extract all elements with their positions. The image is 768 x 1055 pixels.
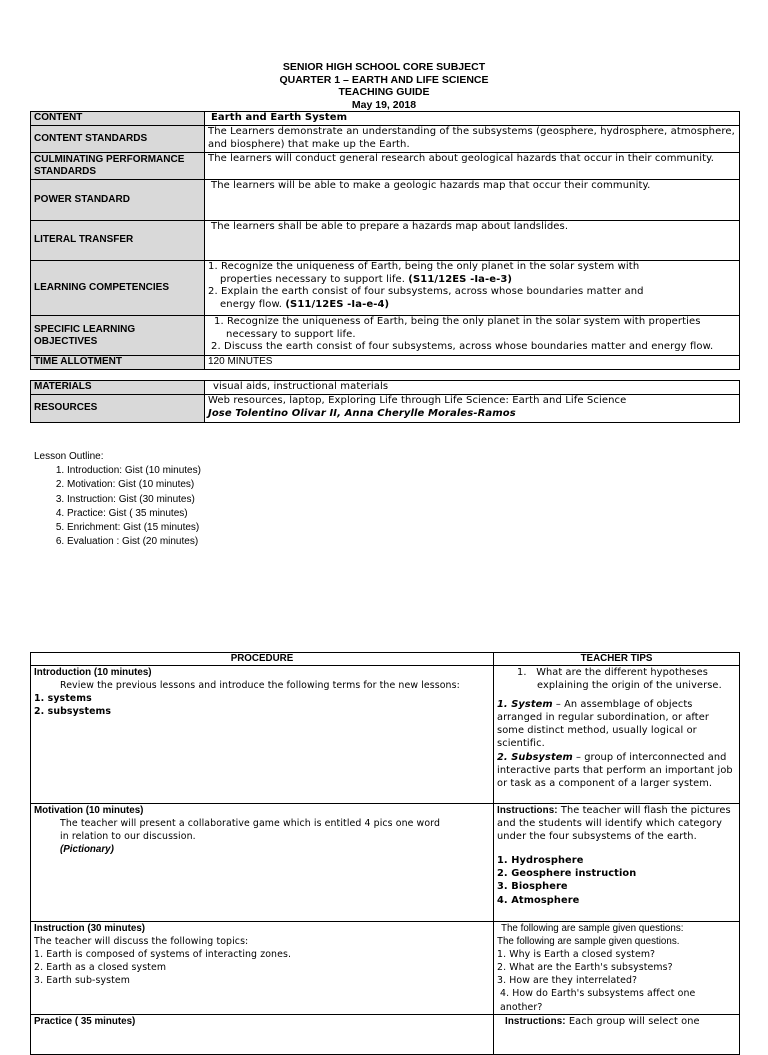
introduction-term-1: 1. systems <box>34 693 92 705</box>
lesson-outline <box>34 450 201 549</box>
introduction-text: Review the previous lessons and introduce the following terms for the new lessons: <box>60 680 460 692</box>
introduction-title: Introduction (10 minutes) <box>34 667 152 678</box>
introduction-tips-cell <box>494 666 740 804</box>
literal-transfer-value: The learners shall be able to prepare a hazards map about landslides. <box>205 221 740 261</box>
practice-tips-cell <box>494 1014 740 1054</box>
literal-transfer-label: LITERAL TRANSFER <box>31 221 205 261</box>
power-standard-value: The learners will be able to make a geologic hazards map that occur their community. <box>205 180 740 221</box>
row-learning-competencies <box>31 261 740 316</box>
header-line-1: SENIOR HIGH SCHOOL CORE SUBJECT <box>282 61 486 73</box>
time-allotment-label: TIME ALLOTMENT <box>31 356 205 370</box>
procedure-row-motivation <box>31 804 740 922</box>
motivation-text: The teacher will present a collaborative game which is entitled 4 pics one word in relation to our discussion. <box>60 818 441 843</box>
instruction-cell <box>31 922 494 1015</box>
outline-item: 4. Practice: Gist ( 35 minutes) <box>67 507 201 521</box>
competency-1: 1. Recognize the uniqueness of Earth, being the only planet in the solar system with properties necessary to support life. (S11/12ES -Ia-e-3) <box>208 261 640 285</box>
procedure-row-practice <box>31 1014 740 1054</box>
motivation-tip-item: 3. Biosphere <box>497 881 568 893</box>
row-materials <box>31 381 740 395</box>
instruction-tips-cell <box>494 922 740 1015</box>
learning-competencies-value <box>205 261 740 316</box>
motivation-tip-item: 2. Geosphere instruction <box>497 868 637 880</box>
procedure-row-instruction <box>31 922 740 1015</box>
lesson-outline-title: Lesson Outline: <box>34 451 104 462</box>
motivation-title: Motivation (10 minutes) <box>34 805 144 816</box>
introduction-cell <box>31 666 494 804</box>
instruction-title: Instruction (30 minutes) <box>34 923 146 934</box>
content-standards-value: The Learners demonstrate an understanding of the subsystems (geosphere, hydrosphere, atmosphere, and biosphere) that make up the Earth. <box>205 126 740 153</box>
time-allotment-value: 120 MINUTES <box>205 356 740 370</box>
materials-value: visual aids, instructional materials <box>205 381 740 395</box>
row-time-allotment <box>31 356 740 370</box>
instruction-topic: 3. Earth sub-system <box>34 975 130 987</box>
teacher-tips-column-header: TEACHER TIPS <box>494 653 740 666</box>
lesson-outline-list <box>34 464 201 549</box>
competency-2-code: (S11/12ES -Ia-e-4) <box>285 298 390 310</box>
resources-value <box>205 395 740 423</box>
introduction-term-2: 2. subsystems <box>34 706 112 718</box>
materials-label: MATERIALS <box>31 381 205 395</box>
content-value: Earth and Earth System <box>205 112 740 126</box>
power-standard-label: POWER STANDARD <box>31 180 205 221</box>
instruction-tip-heading-2: The following are sample given questions. <box>497 936 680 948</box>
introduction-tip-system: 1. System – An assemblage of objects arranged in regular subordination, or after some distinct method, usually logical or scientific. <box>497 699 709 750</box>
competency-1-code: (S11/12ES -Ia-e-3) <box>408 273 513 285</box>
outline-item: 1. Introduction: Gist (10 minutes) <box>67 464 201 478</box>
instruction-tip-question: 1. Why is Earth a closed system? <box>497 949 656 961</box>
row-literal-transfer <box>31 221 740 261</box>
resources-authors: Jose Tolentino Olivar II, Anna Cherylle Morales-Ramos <box>208 407 516 419</box>
procedure-column-header: PROCEDURE <box>31 653 494 666</box>
row-content <box>31 112 740 126</box>
objective-1: 1. Recognize the uniqueness of Earth, being the only planet in the solar system with properties necessary to support life. <box>214 316 701 340</box>
spacer <box>497 843 736 854</box>
motivation-tip-item: 4. Atmosphere <box>497 894 580 906</box>
introduction-tip-question: 1. What are the different hypotheses explaining the origin of the universe. <box>517 667 722 692</box>
competency-2: 2. Explain the earth consist of four subsystems, across whose boundaries matter and energy flow. (S11/12ES -Ia-e-4) <box>208 286 644 310</box>
teaching-guide-table <box>30 111 740 370</box>
motivation-game: (Pictionary) <box>60 844 114 856</box>
motivation-tip-item: 1. Hydrosphere <box>497 855 584 867</box>
practice-title: Practice ( 35 minutes) <box>34 1015 136 1027</box>
header-line-3: TEACHING GUIDE <box>338 86 430 98</box>
motivation-tip-instructions: Instructions: The teacher will flash the pictures and the students will identify which category under the four subsystems of the earth. <box>497 805 731 843</box>
outline-item: 6. Evaluation : Gist (20 minutes) <box>67 535 201 549</box>
motivation-cell <box>31 804 494 922</box>
row-power-standard <box>31 180 740 221</box>
practice-tip-instructions: Instructions: Each group will select one <box>505 1015 700 1027</box>
learning-competencies-label: LEARNING COMPETENCIES <box>31 261 205 316</box>
row-resources <box>31 395 740 423</box>
content-standards-label: CONTENT STANDARDS <box>31 126 205 153</box>
objective-2: 2. Discuss the earth consist of four subsystems, across whose boundaries matter and energy flow. <box>211 341 714 353</box>
header-date: May 19, 2018 <box>351 98 417 111</box>
materials-table <box>30 380 740 423</box>
culminating-value: The learners will conduct general research about geological hazards that occur in their community. <box>205 153 740 180</box>
practice-cell <box>31 1014 494 1054</box>
procedure-row-introduction <box>31 666 740 804</box>
culminating-label: CULMINATING PERFORMANCE STANDARDS <box>31 153 205 180</box>
doc-header <box>0 61 768 111</box>
instruction-tip-question: 2. What are the Earth's subsystems? <box>497 962 673 974</box>
row-culminating <box>31 153 740 180</box>
instruction-topic: 1. Earth is composed of systems of interacting zones. <box>34 949 292 961</box>
row-specific-objectives <box>31 316 740 356</box>
row-content-standards <box>31 126 740 153</box>
resources-text: Web resources, laptop, Exploring Life through Life Science: Earth and Life Science <box>208 395 627 406</box>
procedure-header-row <box>31 653 740 666</box>
instruction-tip-question: 3. How are they interrelated? <box>497 975 638 987</box>
outline-item: 3. Instruction: Gist (30 minutes) <box>67 493 201 507</box>
outline-item: 5. Enrichment: Gist (15 minutes) <box>67 521 201 535</box>
instruction-text: The teacher will discuss the following topics: <box>34 936 249 948</box>
instruction-tip-heading-1: The following are sample given questions: <box>501 923 684 934</box>
motivation-tips-cell <box>494 804 740 922</box>
introduction-tip-subsystem: 2. Subsystem – group of interconnected and interactive parts that perform an important job or task as a component of a larger system. <box>497 751 733 789</box>
specific-objectives-value <box>205 316 740 356</box>
specific-objectives-label: SPECIFIC LEARNING OBJECTIVES <box>31 316 205 356</box>
outline-item: 2. Motivation: Gist (10 minutes) <box>67 478 201 492</box>
procedure-table <box>30 652 740 1055</box>
header-line-2: QUARTER 1 – EARTH AND LIFE SCIENCE <box>279 73 489 86</box>
resources-label: RESOURCES <box>31 395 205 423</box>
instruction-tip-question: 4. How do Earth's subsystems affect one another? <box>500 988 696 1013</box>
content-label: CONTENT <box>31 112 205 126</box>
instruction-topic: 2. Earth as a closed system <box>34 962 167 974</box>
